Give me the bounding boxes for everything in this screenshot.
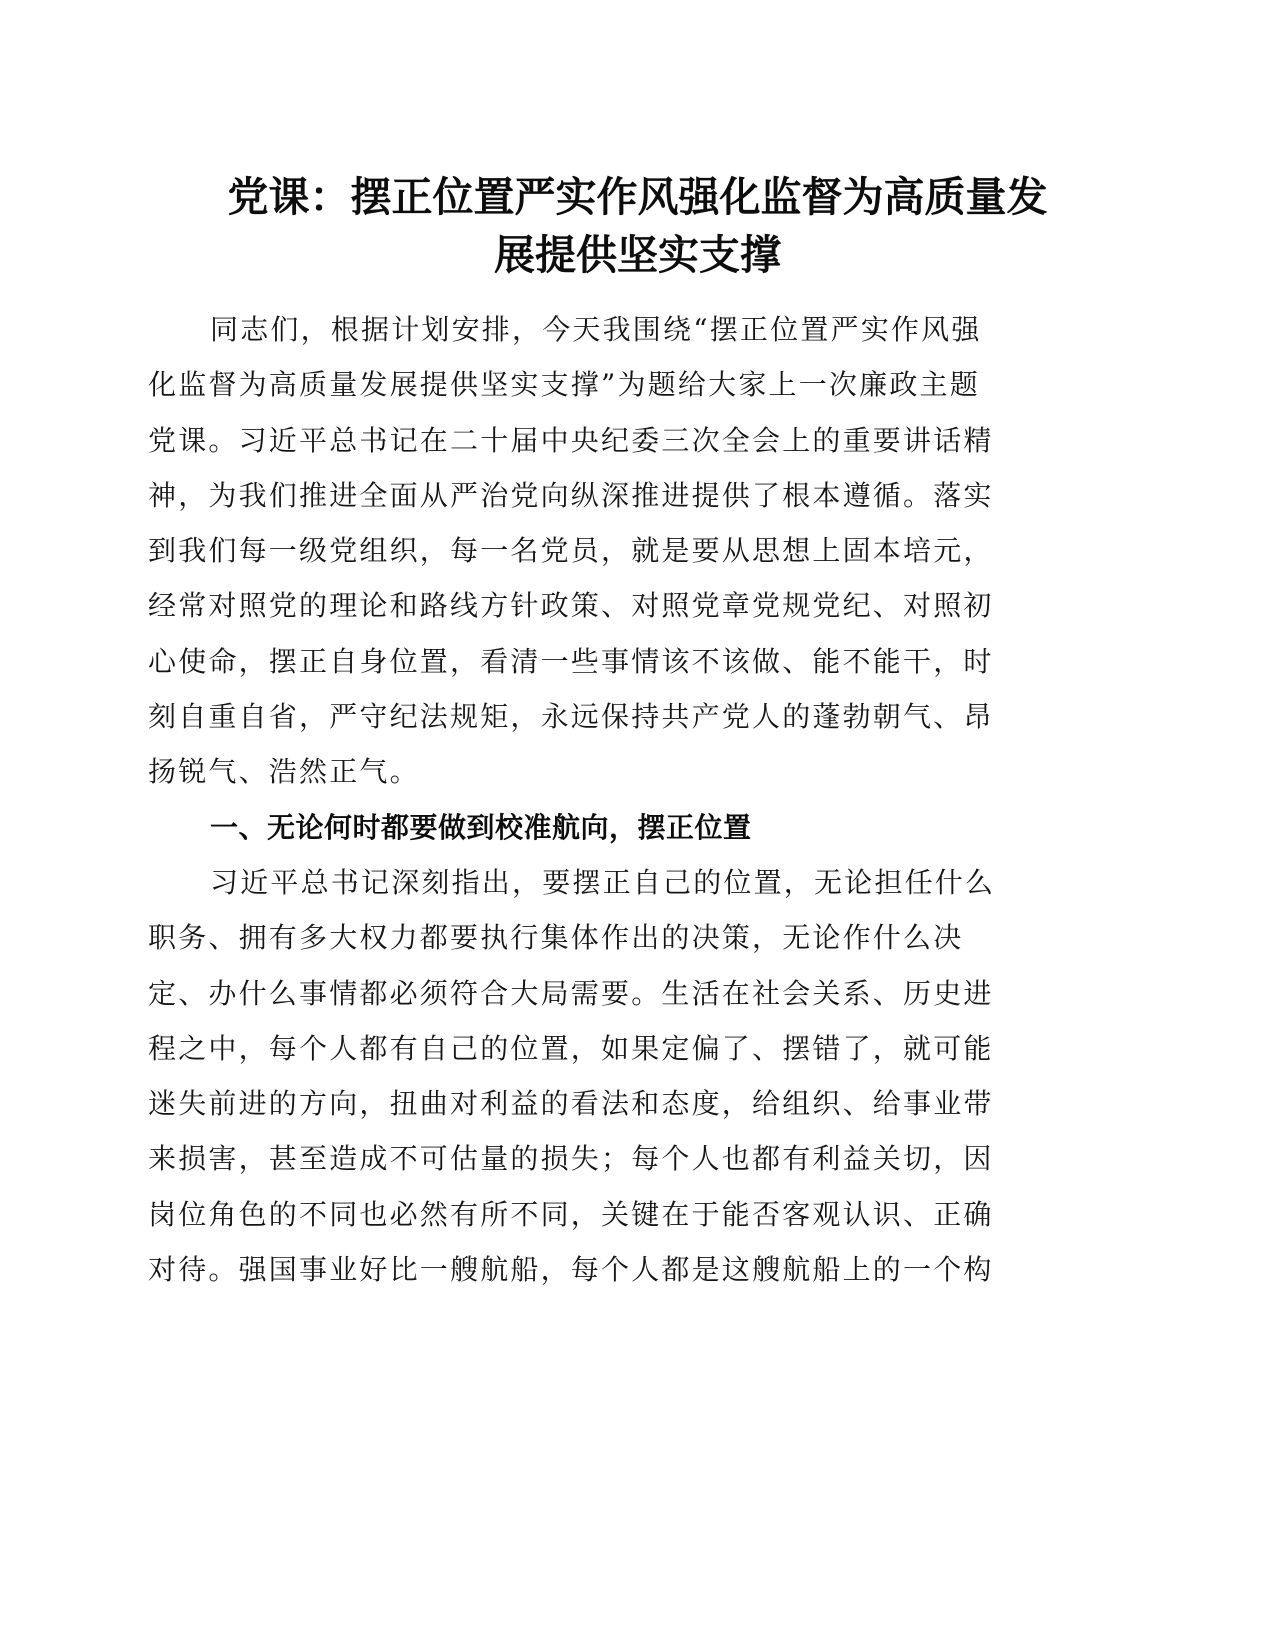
- paragraph-line: 刻自重自省，严守纪法规矩，永远保持共产党人的蓬勃朝气、昂: [148, 700, 994, 734]
- paragraph-line: 同志们，根据计划安排，今天我围绕“摆正位置严实作风强: [210, 313, 982, 346]
- title-line: 展提供坚实支撑: [494, 231, 781, 279]
- paragraph-line: 来损害，甚至造成不可估量的损失；每个人也都有利益关切，因: [148, 1142, 994, 1176]
- document-body: [148, 302, 1048, 1297]
- paragraph-line: 化监督为高质量发展提供坚实支撑”为题给大家上一次廉政主题: [148, 368, 980, 402]
- paragraph-line: 迷失前进的方向，扭曲对利益的看法和态度，给组织、给事业带: [148, 1087, 994, 1121]
- paragraph-line: 心使命，摆正自身位置，看清一些事情该不该做、能不能干，时: [148, 644, 994, 678]
- section-heading: 一、无论何时都要做到校准航向，摆正位置: [210, 810, 752, 844]
- paragraph-line: 党课。习近平总书记在二十届中央纪委三次全会上的重要讲话精: [148, 423, 994, 457]
- title-line: 党课：摆正位置严实作风强化监督为高质量发: [227, 173, 1048, 221]
- paragraph-line: 习近平总书记深刻指出，要摆正自己的位置，无论担任什么: [210, 865, 996, 899]
- paragraph-line: 神，为我们推进全面从严治党向纵深推进提供了根本遵循。落实: [148, 478, 994, 512]
- paragraph-line: 对待。强国事业好比一艘航船，每个人都是这艘航船上的一个构: [148, 1253, 994, 1287]
- paragraph-line: 扬锐气、浩然正气。: [148, 755, 420, 789]
- paragraph-line: 程之中，每个人都有自己的位置，如果定偏了、摆错了，就可能: [148, 1031, 994, 1065]
- paragraph-line: 岗位角色的不同也必然有所不同，关键在于能否客观认识、正确: [148, 1197, 994, 1231]
- paragraph-line: 职务、拥有多大权力都要执行集体作出的决策，无论作什么决: [148, 921, 964, 955]
- paragraph-line: 经常对照党的理论和路线方针政策、对照党章党规党纪、对照初: [148, 589, 994, 623]
- paragraph-line: 定、办什么事情都必须符合大局需要。生活在社会关系、历史进: [148, 976, 994, 1010]
- paragraph-line: 到我们每一级党组织，每一名党员，就是要从思想上固本培元，: [148, 534, 994, 568]
- document-title: [140, 168, 1135, 284]
